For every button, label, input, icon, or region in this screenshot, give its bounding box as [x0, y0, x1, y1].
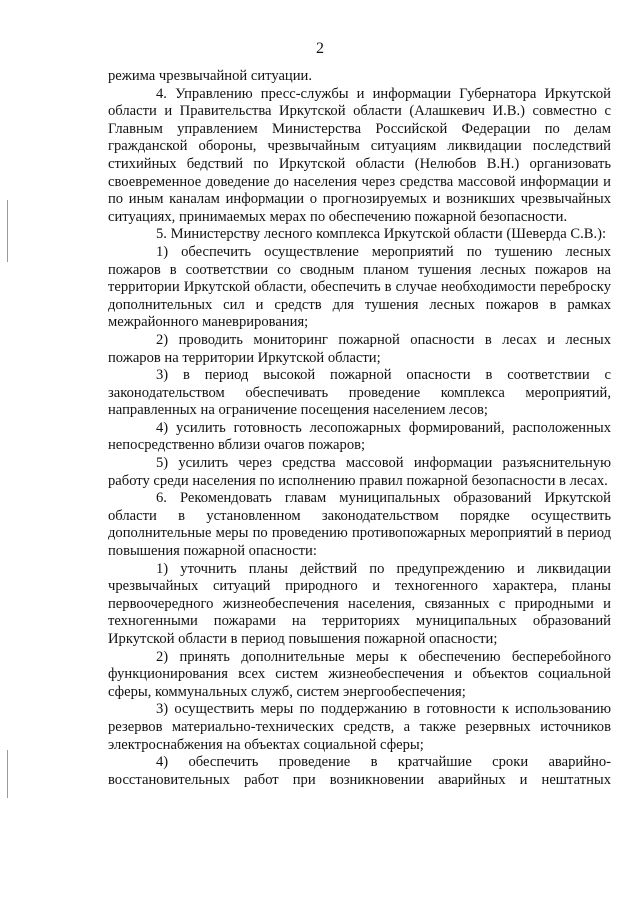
- scan-edge-mark: [7, 200, 8, 262]
- paragraph-item-5: 5. Министерству лесного комплекса Иркутской области (Шеверда С.В.):: [156, 226, 607, 243]
- document-body: [108, 68, 611, 789]
- paragraph-item-6-2: 2) принять дополнительные меры к обеспечению бесперебойного функционирования всех систем жизнеобеспечения и объектов социальной сферы, коммунальных служб, систем энергообеспечения;: [108, 648, 611, 700]
- paragraph-item-6-4: 4) обеспечить проведение в кратчайшие сроки аварийно-восстановительных работ при возникновении аварийных и нештатных: [108, 754, 611, 788]
- paragraph-item-5-2: 2) проводить мониторинг пожарной опасности в лесах и лесных пожаров на территории Иркутской области;: [108, 331, 611, 366]
- scan-edge-mark: [7, 750, 8, 798]
- paragraph-item-6: 6. Рекомендовать главам муниципальных образований Иркутской области в установленном законодательством порядке осуществить дополнительные меры по проведению противопожарных мероприятий в период повышения пожарной опасности:: [108, 490, 611, 560]
- paragraph-item-6-1: 1) уточнить планы действий по предупреждению и ликвидации чрезвычайных ситуаций природного и техногенного характера, планы первоочередного жизнеобеспечения населения, связанных с природными и техногенными пожарами на территориях муниципальных образований Иркутской области в период повышения пожарной опасности;: [108, 560, 611, 647]
- paragraph-item-5-1: 1) обеспечить осуществление мероприятий по тушению лесных пожаров в соответствии со сводным планом тушения лесных пожаров на территории Иркутской области, обеспечить в случае необходимости переброску дополнительных сил и средств для тушения лесных пожаров в рамках межрайонного маневрирования;: [108, 243, 611, 331]
- paragraph-item-5-5: 5) усилить через средства массовой информации разъяснительную работу среди населения по исполнению правил пожарной безопасности в лесах.: [108, 455, 611, 489]
- paragraph-item-6-3: 3) осуществить меры по поддержанию в готовности к использованию резервов материально-технических средств, а также резервных источников электроснабжения на объектах социальной сферы;: [108, 701, 611, 753]
- page-number: 2: [316, 40, 324, 57]
- paragraph-item-5-4: 4) усилить готовность лесопожарных формирований, расположенных непосредственно вблизи очагов пожаров;: [108, 419, 611, 454]
- paragraph-item-5-3: 3) в период высокой пожарной опасности в соответствии с законодательством обеспечивать проведение комплекса мероприятий, направленных на ограничение посещения населением лесов;: [108, 367, 611, 419]
- paragraph-item-4: 4. Управлению пресс-службы и информации Губернатора Иркутской области и Правительства Иркутской области (Алашкевич И.В.) совместно с Главным управлением Министерства Российской Федерации по делам гражданской обороны, чрезвычайным ситуациям ликвидации последствий стихийных бедствий по Иркутской области (Нелюбов В.Н.) организовать своевременное доведение до населения через средства массовой информации и по иным каналам информации о прогнозируемых и возникших чрезвычайных ситуациях, принимаемых мерах по обеспечению пожарной безопасности.: [108, 85, 611, 225]
- paragraph-continuation: режима чрезвычайной ситуации.: [108, 68, 313, 84]
